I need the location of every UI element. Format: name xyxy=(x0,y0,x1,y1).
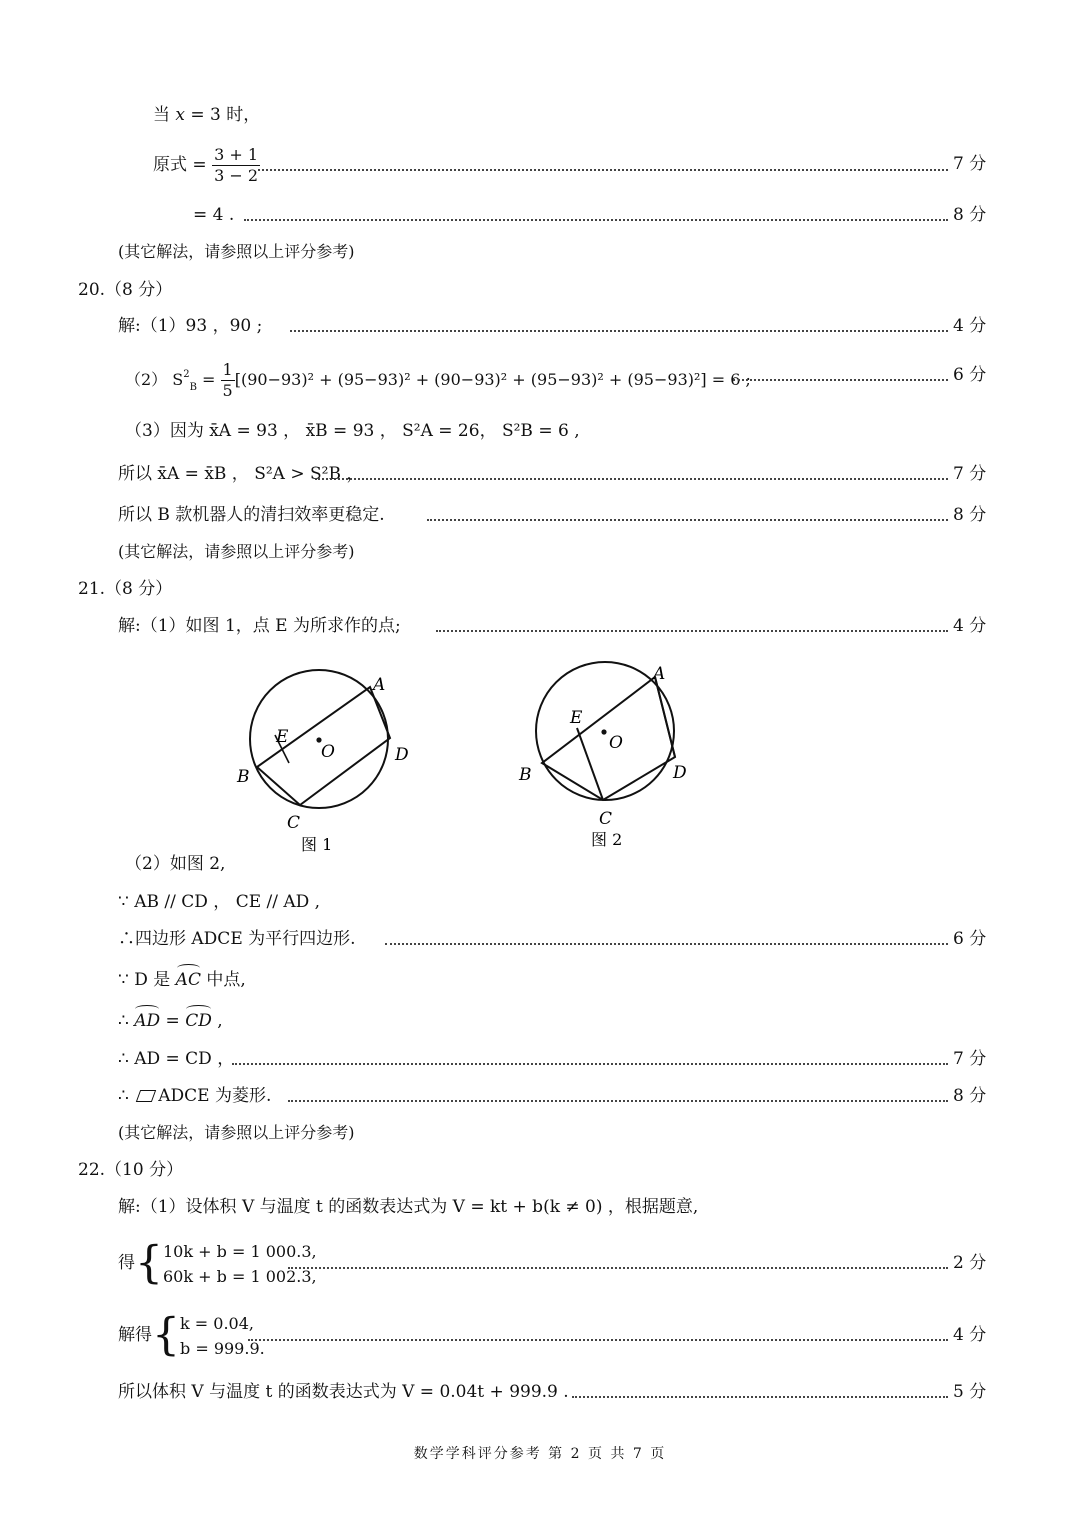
line-original-expr xyxy=(153,145,260,186)
score: 5 分 xyxy=(953,1382,987,1402)
label-o: O xyxy=(609,733,623,753)
text-post: , xyxy=(211,1011,223,1031)
label-e: E xyxy=(276,727,289,747)
parallelogram-icon xyxy=(136,1090,156,1102)
fraction xyxy=(212,145,260,186)
figure-2 xyxy=(510,660,720,860)
q20-step5: 所以 B 款机器人的清扫效率更稳定. xyxy=(118,505,385,525)
denominator: 5 xyxy=(222,381,233,400)
fraction xyxy=(221,360,235,401)
text-post: ADCE 为菱形. xyxy=(158,1086,272,1106)
center-dot xyxy=(601,729,606,734)
q21-heading: 21.（8 分） xyxy=(78,579,173,599)
label-a: A xyxy=(373,675,386,695)
q22-step3 xyxy=(118,1310,265,1361)
label: 原式 = xyxy=(153,155,213,175)
leader-dots xyxy=(315,478,948,480)
text-eq: = xyxy=(196,370,221,389)
q21-step8 xyxy=(118,1085,271,1107)
figure-1 xyxy=(225,660,435,860)
leader-dots xyxy=(427,519,948,521)
segment-ce xyxy=(577,728,603,800)
label-c: C xyxy=(599,809,613,829)
text-mid: = 3 时， xyxy=(185,105,261,125)
leader-dots xyxy=(290,330,948,332)
var-x: x xyxy=(175,105,185,125)
leader-dots xyxy=(288,1100,948,1102)
text-pre: （2） S xyxy=(125,370,184,389)
brace-icon: { xyxy=(135,1237,163,1289)
q22-step4: 所以体积 V 与温度 t 的函数表达式为 V = 0.04t + 999.9 . xyxy=(118,1382,569,1402)
leader-dots xyxy=(288,1267,948,1269)
formula-body: [(90−93)² + (95−93)² + (90−93)² + (95−93)² + (95−93)²] = 6 ; xyxy=(234,370,751,389)
score: 6 分 xyxy=(953,365,987,385)
q22-heading: 22.（10 分） xyxy=(78,1160,184,1180)
q21-step1: 解:（1）如图 1，点 E 为所求作的点; xyxy=(118,616,401,636)
leader-dots xyxy=(572,1396,948,1398)
score: 7 分 xyxy=(953,464,987,484)
text-post: 中点, xyxy=(200,970,246,990)
numerator: 1 xyxy=(222,360,233,379)
equation-system xyxy=(163,1239,317,1289)
leader-dots xyxy=(258,169,948,171)
line-result: = 4 . xyxy=(193,205,235,225)
line-when-x xyxy=(153,104,260,126)
label-d: D xyxy=(673,763,687,783)
score: 6 分 xyxy=(953,929,987,949)
label-c: C xyxy=(287,813,301,833)
q20-step3: （3）因为 x̄A = 93 ， x̄B = 93 ， S²A = 26， S²B = 6 , xyxy=(125,421,580,441)
q20-step4: 所以 x̄A = x̄B ， S²A > S²B ， xyxy=(118,464,364,484)
label-b: B xyxy=(519,765,532,785)
q20-step2 xyxy=(125,355,751,408)
brace-icon: { xyxy=(152,1309,180,1361)
score: 7 分 xyxy=(953,154,987,174)
sup: 2 xyxy=(183,369,190,380)
score: 2 分 xyxy=(953,1253,987,1273)
q21-step6 xyxy=(118,1010,223,1032)
note: (其它解法，请参照以上评分参考) xyxy=(118,542,355,561)
note: (其它解法，请参照以上评分参考) xyxy=(118,242,355,261)
score: 4 分 xyxy=(953,1325,987,1345)
leader-dots xyxy=(385,943,948,945)
score: 8 分 xyxy=(953,205,987,225)
text-pre: 解得 xyxy=(118,1325,152,1345)
leader-dots xyxy=(733,379,948,381)
page-footer: 数学学科评分参考 第 2 页 共 7 页 xyxy=(413,1446,667,1462)
q21-step7: ∴ AD = CD ， xyxy=(118,1049,235,1069)
leader-dots xyxy=(248,1339,948,1341)
text-pre: ∴ xyxy=(118,1011,135,1031)
q21-step5 xyxy=(118,969,246,991)
text-pre: 得 xyxy=(118,1253,135,1273)
solution-1: k = 0.04, xyxy=(180,1313,254,1333)
text-pre: 当 xyxy=(153,105,176,125)
q20-heading: 20.（8 分） xyxy=(78,280,173,300)
denominator: 3 − 2 xyxy=(214,166,258,185)
arc-cd: CD xyxy=(185,1011,212,1031)
leader-dots xyxy=(244,219,948,221)
q22-step1: 解:（1）设体积 V 与温度 t 的函数表达式为 V = kt + b(k ≠ 0) ，根据题意, xyxy=(118,1197,699,1217)
note: (其它解法，请参照以上评分参考) xyxy=(118,1123,355,1142)
equation-1: 10k + b = 1 000.3, xyxy=(163,1241,317,1261)
label-e: E xyxy=(570,708,583,728)
solution-2: b = 999.9. xyxy=(180,1338,265,1358)
score: 4 分 xyxy=(953,616,987,636)
q21-step3: ∵ AB // CD ， CE // AD , xyxy=(118,892,321,912)
q20-step1: 解:（1）93 ，90 ; xyxy=(118,316,263,336)
score: 4 分 xyxy=(953,316,987,336)
caption: 图 1 xyxy=(301,835,333,854)
score: 8 分 xyxy=(953,505,987,525)
equation-2: 60k + b = 1 002.3, xyxy=(163,1266,317,1286)
label-b: B xyxy=(237,767,250,787)
label-o: O xyxy=(321,742,335,762)
q21-step2: （2）如图 2, xyxy=(125,854,226,874)
score: 7 分 xyxy=(953,1049,987,1069)
text-pre: ∵ D 是 xyxy=(118,970,176,990)
text-eq: = xyxy=(160,1011,186,1031)
numerator: 3 + 1 xyxy=(214,145,258,164)
leader-dots xyxy=(232,1063,948,1065)
sub: B xyxy=(189,382,197,393)
score: 8 分 xyxy=(953,1086,987,1106)
arc-ac: AC xyxy=(175,970,201,990)
solution-system xyxy=(180,1311,265,1361)
leader-dots xyxy=(436,630,948,632)
text-pre: ∴ xyxy=(118,1086,135,1106)
label-d: D xyxy=(395,745,409,765)
arc-ad: AD xyxy=(134,1011,161,1031)
label-a: A xyxy=(653,664,666,684)
caption: 图 2 xyxy=(591,830,623,849)
q21-step4: ∴四边形 ADCE 为平行四边形. xyxy=(118,929,356,949)
q22-step2 xyxy=(118,1238,317,1289)
